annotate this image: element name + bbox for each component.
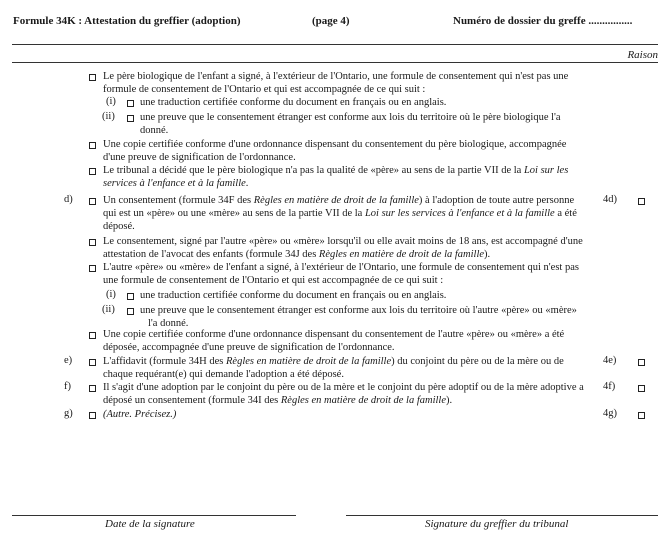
list-item: Une copie certifiée conforme d'une ordonnance dispensant du consentement de l'autre «père» ou «mère» a été déposée, accompagnée d'une preuve de signification de l'ordonnance.	[103, 329, 565, 353]
reason-checkbox-f[interactable]	[638, 385, 645, 392]
date-signature-line[interactable]	[12, 515, 296, 516]
list-item: une preuve que le consentement étranger est conforme aux lois du territoire où le père biologique l'a donné.	[140, 112, 561, 136]
list-item: une traduction certifiée conforme du document en français ou en anglais.	[140, 97, 447, 108]
list-item: Le tribunal a décidé que le père biologique n'a pas la qualité de «père» au sens de la partie VII de la Loi sur les services à l'enfance et à la famille.	[103, 165, 569, 189]
checkbox[interactable]	[127, 115, 134, 122]
list-item: une traduction certifiée conforme du document en français ou en anglais.	[140, 290, 447, 301]
list-item: Un consentement (formule 34F des Règles en matière de droit de la famille) à l'adoption de toute autre personne qui est un «père» ou une «mère» au sens de la partie VII de la Loi sur les services à l'enfance et à la famille a été déposé.	[103, 195, 577, 232]
reason-ref-e: 4e)	[603, 355, 617, 366]
list-item: Le père biologique de l'enfant a signé, à l'extérieur de l'Ontario, une formule de consentement qui n'est pas une formule de consentement de l'Ontario et qui est accompagnée de ce qui suit :	[103, 71, 569, 95]
sub-label: (i)	[106, 96, 116, 107]
checkbox[interactable]	[89, 385, 96, 392]
checkbox[interactable]	[89, 332, 96, 339]
form-title: Formule 34K : Attestation du greffier (adoption)	[13, 15, 241, 27]
checkbox[interactable]	[89, 168, 96, 175]
reason-checkbox-g[interactable]	[638, 412, 645, 419]
checkbox[interactable]	[89, 198, 96, 205]
sub-label: (i)	[106, 289, 116, 300]
section-letter-d: d)	[64, 194, 73, 205]
reason-column-header: Raison	[627, 49, 658, 61]
clerk-signature-line[interactable]	[346, 515, 658, 516]
file-number[interactable]: Numéro de dossier du greffe ................	[453, 15, 633, 27]
checkbox[interactable]	[127, 293, 134, 300]
list-item: L'affidavit (formule 34H des Règles en matière de droit de la famille) du conjoint du père ou de la mère ou de chaque requérant(e) qui demande l'adoption a été déposé.	[103, 356, 564, 380]
checkbox[interactable]	[127, 100, 134, 107]
reason-checkbox-e[interactable]	[638, 359, 645, 366]
checkbox[interactable]	[89, 239, 96, 246]
reason-ref-f: 4f)	[603, 381, 616, 392]
list-item: Le consentement, signé par l'autre «père» ou «mère» lorsqu'il ou elle avait moins de 18 ans, est accompagné d'une attestation de l'avocat des enfants (formule 34J des Règles en matière de droit de la famille).	[103, 236, 583, 260]
reason-ref-d: 4d)	[603, 194, 617, 205]
column-rule	[12, 62, 658, 63]
checkbox[interactable]	[89, 359, 96, 366]
checkbox[interactable]	[127, 308, 134, 315]
section-letter-g: g)	[64, 408, 73, 419]
page-number: (page 4)	[312, 15, 350, 27]
list-item: L'autre «père» ou «mère» de l'enfant a signé, à l'extérieur de l'Ontario, une formule de consentement qui n'est pas une formule de consentement de l'Ontario et qui est accompagnée de ce qui suit :	[103, 262, 579, 286]
section-letter-f: f)	[64, 381, 71, 392]
list-item: Il s'agit d'une adoption par le conjoint du père ou de la mère et le conjoint du père adoptif ou de la mère adoptive a déposé un consentement (formule 34I des Règles en matière de droit de la famille).	[103, 382, 584, 406]
checkbox[interactable]	[89, 74, 96, 81]
section-letter-e: e)	[64, 355, 73, 366]
reason-checkbox-d[interactable]	[638, 198, 645, 205]
checkbox[interactable]	[89, 412, 96, 419]
sub-label: (ii)	[102, 304, 115, 315]
sub-label: (ii)	[102, 111, 115, 122]
clerk-signature-label: Signature du greffier du tribunal	[425, 518, 569, 530]
date-signature-label: Date de la signature	[105, 518, 195, 530]
list-item: une preuve que le consentement étranger est conforme aux lois du territoire où l'autre «père» ou «mère» l'a donné.	[140, 305, 577, 329]
checkbox[interactable]	[89, 142, 96, 149]
list-item: Une copie certifiée conforme d'une ordonnance dispensant du consentement du père biologique, accompagnée d'une preuve de signification de l'ordonnance.	[103, 139, 567, 163]
reason-ref-g: 4g)	[603, 408, 617, 419]
checkbox[interactable]	[89, 265, 96, 272]
header-rule	[12, 44, 658, 45]
list-item: (Autre. Précisez.)	[103, 409, 177, 420]
